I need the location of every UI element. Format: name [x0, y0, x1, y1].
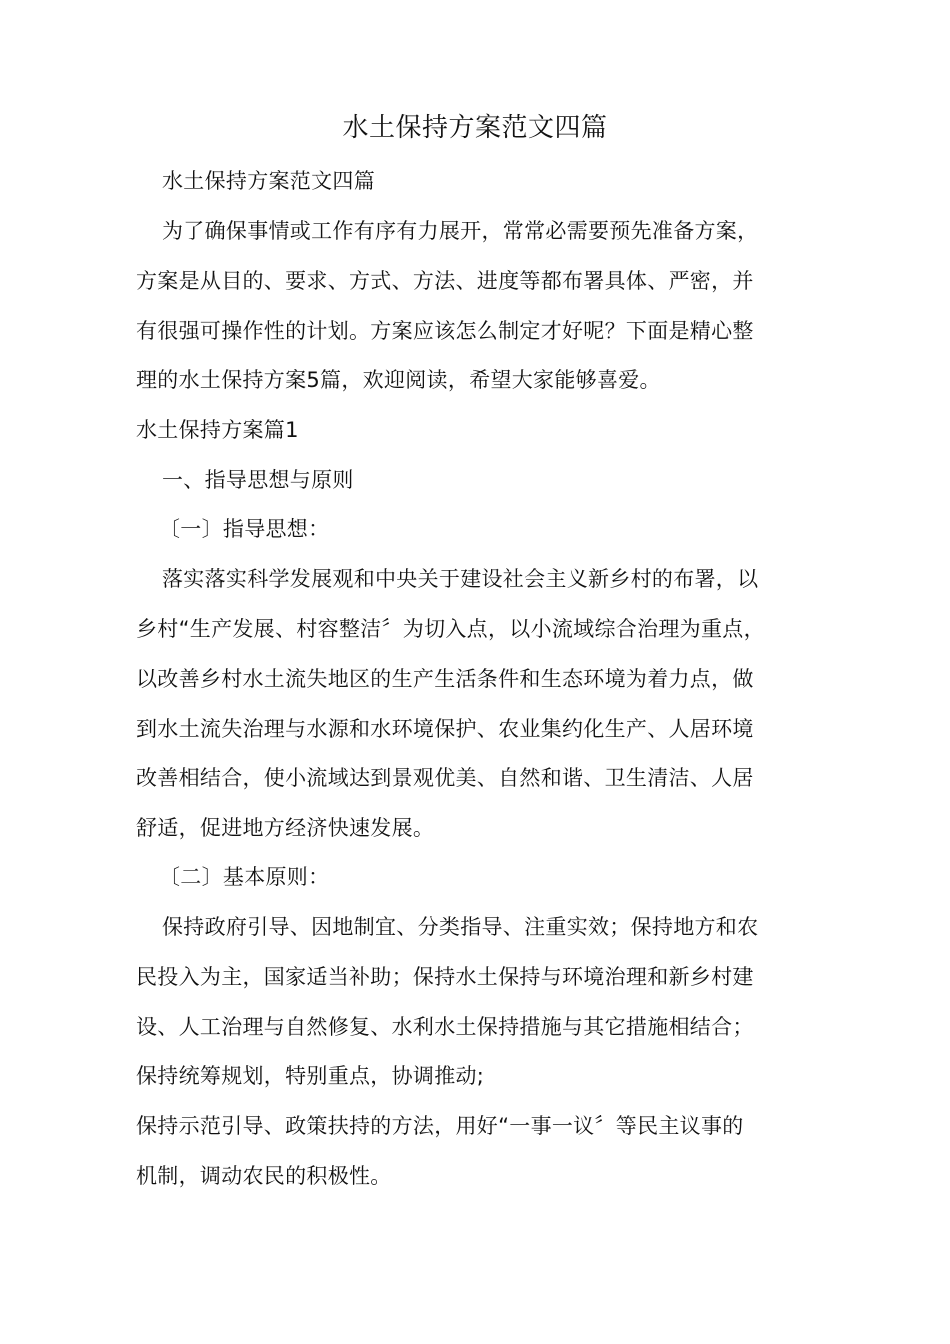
document-title: 水土保持方案范文四篇	[342, 113, 608, 143]
subsection-heading-1: 〔一〕指导思想：	[159, 517, 330, 541]
intro-line-1: 为了确保事情或工作有序有力展开，常常必需要预先准备方案，	[162, 219, 759, 243]
principles-line-2: 民投入为主，国家适当补助；保持水土保持与环境治理和新乡村建	[136, 965, 754, 989]
principles-line-3: 设、人工治理与自然修复、水利水土保持措施与其它措施相结合；	[136, 1015, 754, 1039]
paragraph-line-2: 乡村“生产发展、村容整洁〞为切入点，以小流域综合治理为重点，	[136, 617, 765, 641]
paragraph-line-4: 到水土流失治理与水源和水环境保护、农业集约化生产、人居环境	[136, 717, 754, 741]
principles-line-4: 保持统筹规划，特别重点，协调推动;	[136, 1064, 485, 1088]
subtitle-line: 水土保持方案范文四篇	[162, 169, 375, 193]
paragraph-line-1: 落实落实科学发展观和中央关于建设社会主义新乡村的布署，以	[162, 567, 759, 591]
chapter-heading-1: 一、指导思想与原则	[162, 468, 354, 492]
section-heading-1: 水土保持方案篇1	[136, 418, 299, 442]
principles-line-1: 保持政府引导、因地制宜、分类指导、注重实效；保持地方和农	[162, 915, 759, 939]
paragraph-line-6: 舒适，促进地方经济快速发展。	[136, 816, 435, 840]
intro-line-3: 有很强可操作性的计划。方案应该怎么制定才好呢？下面是精心整	[136, 319, 754, 343]
principles-line-5: 保持示范引导、政策扶持的方法，用好“一事一议〞等民主议事的	[136, 1114, 744, 1138]
intro-line-4: 理的水土保持方案5篇，欢迎阅读，希望大家能够喜爱。	[136, 368, 661, 392]
principles-line-6: 机制，调动农民的积极性。	[136, 1164, 392, 1188]
paragraph-line-5: 改善相结合，使小流域达到景观优美、自然和谐、卫生清洁、人居	[136, 766, 754, 790]
intro-line-2: 方案是从目的、要求、方式、方法、进度等都布署具体、严密，并	[136, 269, 754, 293]
subsection-heading-2: 〔二〕基本原则：	[159, 865, 330, 889]
paragraph-line-3: 以改善乡村水土流失地区的生产生活条件和生态环境为着力点，做	[136, 667, 754, 691]
